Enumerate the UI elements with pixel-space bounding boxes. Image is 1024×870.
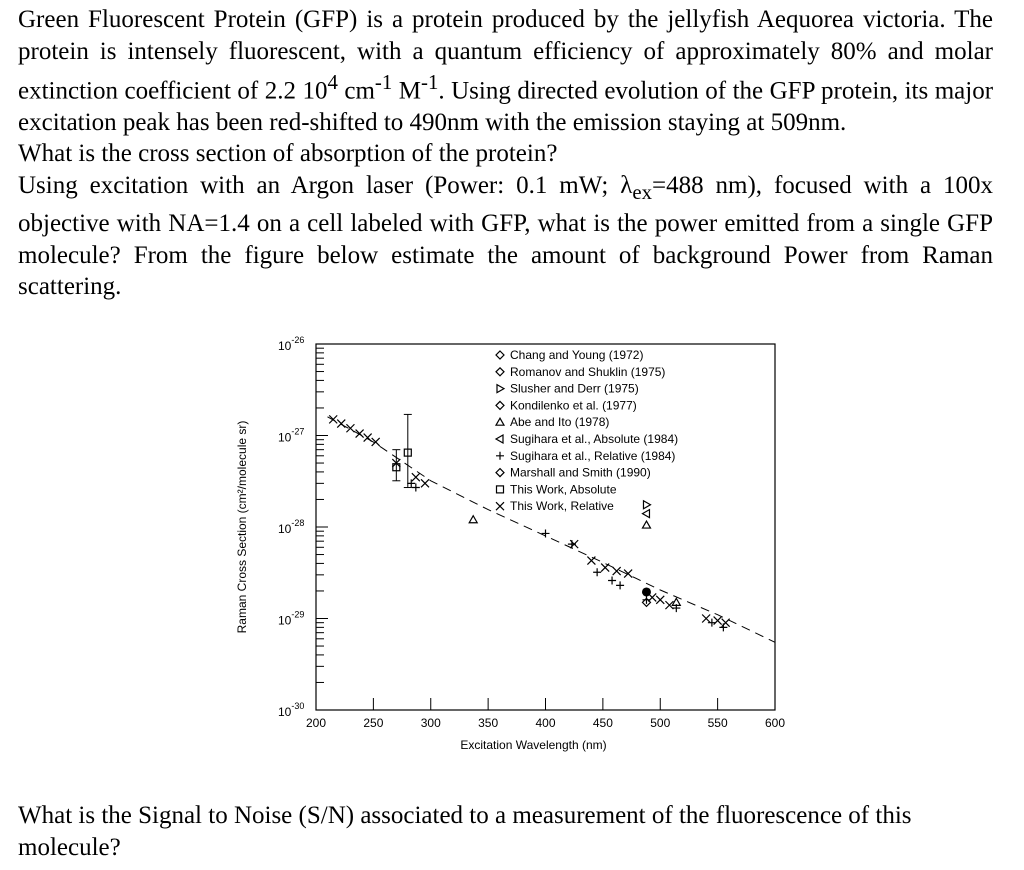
legend-marker <box>497 486 504 493</box>
data-point <box>412 473 420 481</box>
x-axis-title: Excitation Wavelength (nm) <box>460 738 607 752</box>
data-point <box>616 581 624 589</box>
question-3: What is the Signal to Noise (S/N) associated to a measurement of the fluorescence of this molecule? <box>18 802 912 861</box>
data-point <box>642 510 649 518</box>
data-point <box>643 501 650 509</box>
legend-marker <box>496 469 504 477</box>
y-tick-label: $10^{-29}$ <box>278 609 305 628</box>
legend-label: This Work, Absolute <box>510 482 617 497</box>
question-2 <box>18 170 993 303</box>
legend-label: Slusher and Derr (1975) <box>510 381 639 396</box>
question-3-block <box>18 800 993 863</box>
exponent: -1 <box>421 70 439 94</box>
legend-label: Chang and Young (1972) <box>510 348 644 362</box>
x-tick-label: 200 <box>305 716 327 730</box>
x-tick-label: 600 <box>764 716 786 730</box>
problem-text <box>18 4 993 303</box>
legend-marker <box>496 351 504 359</box>
x-tick-label: 400 <box>535 716 556 730</box>
legend-label: Sugihara et al., Relative (1984) <box>510 448 676 463</box>
data-point <box>421 479 429 487</box>
legend-label: This Work, Relative <box>510 499 614 514</box>
data-point <box>542 529 550 537</box>
data-point <box>329 415 337 423</box>
x-tick-label: 450 <box>592 716 613 730</box>
data-point <box>587 557 595 565</box>
data-point <box>608 577 616 585</box>
y-tick-label: $10^{-27}$ <box>278 426 305 445</box>
raman-chart-svg <box>230 335 790 765</box>
y-axis-title: Raman Cross Section (cm²/molecule sr) <box>235 420 249 634</box>
intro-paragraph <box>18 4 993 138</box>
legend-marker <box>496 418 504 425</box>
data-point <box>469 516 477 523</box>
legend-label: Marshall and Smith (1990) <box>510 465 651 480</box>
question-2-text: Using excitation with an Argon laser (Power: 0.1 mW; λ <box>18 171 633 199</box>
data-point <box>722 619 730 627</box>
legend-label: Abe and Ito (1978) <box>510 415 610 430</box>
data-point <box>364 434 372 442</box>
intro-text-end: . Using directed evolution of the GFP protein, its major excitation peak has been red-shifted to 490nm with the emission staying at 509nm. <box>18 77 994 136</box>
unit-m: M <box>392 77 422 105</box>
data-point <box>613 567 621 575</box>
legend-marker <box>496 435 503 443</box>
raman-chart <box>230 335 790 765</box>
legend-label: Romanov and Shuklin (1975) <box>510 364 666 379</box>
legend-label: Kondilenko et al. (1977) <box>510 398 637 413</box>
x-tick-label: 350 <box>478 716 499 730</box>
data-point <box>656 596 664 604</box>
legend-marker <box>497 385 504 393</box>
y-tick-label: $10^{-26}$ <box>278 335 305 353</box>
data-point <box>593 568 601 576</box>
exponent: -1 <box>374 70 393 94</box>
question-2-text-end: =488 nm), focused with a 100x objective with NA=1.4 on a cell labeled with GFP, what is the power emitted from a single GFP molecule? From the figure below estimate the amount of background Power from Raman scattering. <box>18 171 993 301</box>
data-point <box>356 430 364 438</box>
legend-marker <box>496 401 504 409</box>
x-tick-label: 300 <box>420 716 441 730</box>
data-point <box>642 521 650 528</box>
legend-marker <box>496 502 504 510</box>
legend-marker <box>496 368 504 376</box>
exponent: 4 <box>327 70 338 94</box>
legend-marker <box>496 452 504 460</box>
unit-cm: cm <box>337 77 375 105</box>
subscript: ex <box>632 179 653 204</box>
y-tick-label: $10^{-28}$ <box>278 518 305 536</box>
legend-label: Sugihara et al., Absolute (1984) <box>510 432 679 446</box>
data-point-highlight <box>642 587 651 596</box>
data-point <box>714 617 722 625</box>
question-1: What is the cross section of absorption of the protein? <box>18 140 558 168</box>
y-tick-label: $10^{-30}$ <box>278 701 305 719</box>
x-tick-label: 550 <box>707 716 728 730</box>
intro-text: Green Fluorescent Protein (GFP) is a protein produced by the jellyfish Aequorea victoria. The protein is intensely fluorescent, with a quantum efficiency of approximately 80% and molar extinction coefficient of 2.2 10 <box>18 6 993 105</box>
data-point <box>702 615 710 623</box>
data-point <box>407 479 415 487</box>
x-tick-label: 250 <box>363 716 384 730</box>
data-point <box>412 484 420 492</box>
data-point <box>337 420 345 428</box>
data-point <box>601 564 609 572</box>
x-tick-label: 500 <box>650 716 671 730</box>
